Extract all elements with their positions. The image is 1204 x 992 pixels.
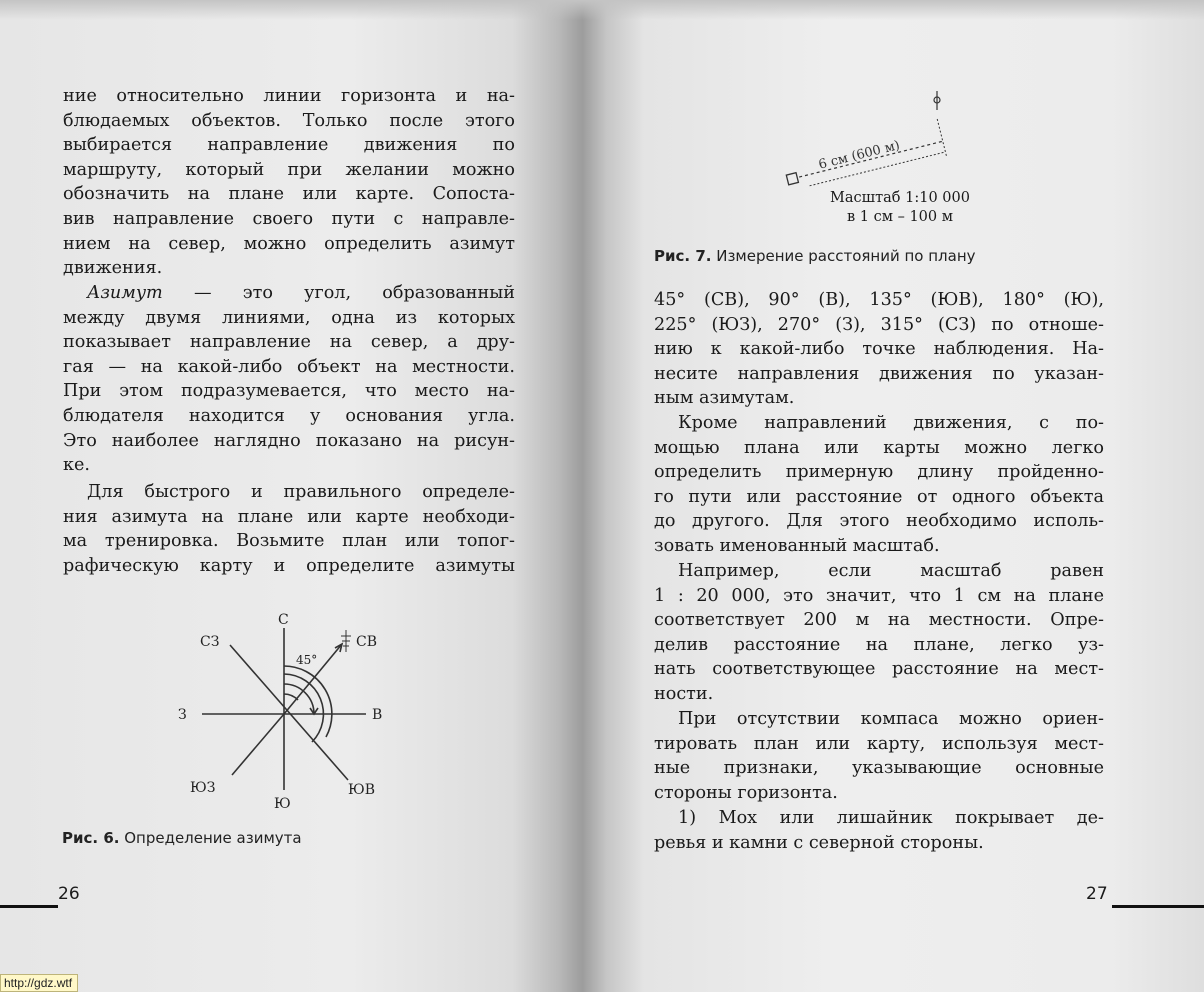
text-line: ния азимута на плане или карте необходи- [63,506,515,527]
angle-arc-outer [284,666,332,737]
text-line: ма тренировка. Возьмите план или топог- [63,531,515,552]
end-point-icon [934,91,940,110]
text-line: нать соответствующее расстояние на мест- [654,659,1104,680]
text-line: Например, если масштаб равен [678,561,1104,581]
nw-se-line [230,645,348,780]
label-west: З [178,707,187,723]
left-page [0,0,582,992]
text-line: ке. [63,455,91,476]
text-line: Для быстрого и правильного определе- [87,482,515,502]
text-line: 225° (ЮЗ), 270° (З), 315° (СЗ) по отноше- [654,314,1104,335]
text-line: стороны горизонта. [654,782,838,803]
text-line: блюдаемых объектов. Только после этого [63,110,515,131]
text-line: ным азимутам. [654,388,795,409]
right-paragraph-5 [654,806,1104,855]
text-line: обозначить на плане или карте. Сопоста- [63,184,515,205]
label-north: С [278,612,289,628]
tree-icon [341,630,351,652]
left-paragraph-3 [63,480,515,578]
text-line: зовать именованный масштаб. [654,535,940,556]
ruler-label: 6 см (600 м) [817,138,902,173]
caption-number: Рис. 6. [62,829,120,847]
scale-ruler-diagram [772,88,972,188]
caption-text: Определение азимута [119,829,302,847]
page-number-right: 27 [1086,884,1108,904]
text-line: гая — на какой-либо объект на местности. [63,356,515,377]
azimuth-diagram [160,600,410,820]
sw-line [232,714,284,775]
page-edge-shadow [582,0,1204,20]
label-southwest: ЮЗ [190,780,216,796]
text-line [63,281,515,306]
ruler-end [937,119,947,158]
right-paragraph-3 [654,559,1104,707]
label-southeast: ЮВ [348,782,375,798]
text-line: мощью плана или карты можно легко [654,437,1104,458]
figure-7-caption [654,247,976,265]
angle-arc-45 [284,694,298,700]
text-line: между двумя линиями, одна из которых [63,307,515,328]
text-line: При этом подразумевается, что место на- [63,381,515,402]
text-fragment: — это угол, образованный [162,283,515,303]
text-line: до другого. Для этого необходимо исполь- [654,511,1104,532]
label-northeast: СВ [356,634,377,650]
caption-number: Рис. 7. [654,247,712,265]
right-paragraph-4 [654,707,1104,805]
text-line: блюдателя находится у основания угла. [63,405,515,426]
page-edge-shadow [0,0,582,20]
text-line: ние относительно линии горизонта и на- [63,86,515,106]
label-angle-45: 45° [296,653,318,667]
text-line: ные признаки, указывающие основные [654,758,1104,779]
text-line: ревья и камни с северной стороны. [654,832,984,853]
text-line: тировать план или карту, используя мест- [654,733,1104,754]
page-number-rule [0,905,58,908]
caption-text: Измерение расстояний по плану [711,247,976,265]
text-line: Кроме направлений движения, с по- [678,413,1104,433]
text-line: выбирается направление движения по [63,135,515,156]
start-point-icon [786,173,798,185]
label-northwest: СЗ [200,634,220,650]
scale-line-1: Масштаб 1:10 000 [830,190,970,206]
text-line: нием на север, можно определить азимут [63,233,515,254]
text-line: ности. [654,683,714,704]
right-page [582,0,1204,992]
page-number-rule [1112,905,1204,908]
figure-6-caption [62,829,302,847]
text-line: несите направления движения по указан- [654,363,1104,384]
text-line: рафическую карту и определите азимуты [63,555,515,576]
right-paragraph-1 [654,288,1104,411]
text-line: го пути или расстояние от одного объекта [654,486,1104,507]
text-line: вив направление своего пути с направле- [63,208,515,229]
watermark-label: http://gdz.wtf [0,974,78,992]
text-line: маршруту, который при желании можно [63,159,515,180]
text-line: 1) Мох или лишайник покрывает де- [678,808,1104,828]
text-line: показывает направление на север, а дру- [63,332,515,353]
text-line: 1 : 20 000, это значит, что 1 см на плане [654,585,1104,606]
text-line: движения. [63,258,163,279]
right-paragraph-2 [654,411,1104,559]
label-east: В [372,707,383,723]
page-number-left: 26 [58,884,80,904]
text-line: определить примерную длину пройденно- [654,462,1104,483]
left-paragraph-1 [63,84,515,281]
scale-line-2: в 1 см – 100 м [846,209,954,225]
text-line: При отсутствии компаса можно ориен- [678,709,1104,729]
text-line: нию к какой-либо точке наблюдения. На- [654,339,1104,360]
term-azimuth: Азимут [87,283,163,303]
text-line: делив расстояние на плане, легко уз- [654,634,1104,655]
label-south: Ю [274,796,291,812]
text-line: соответствует 200 м на местности. Опре- [654,610,1104,631]
text-line: 45° (СВ), 90° (В), 135° (ЮВ), 180° (Ю), [654,290,1104,310]
text-line: Это наиболее наглядно показано на рисун- [63,430,515,451]
azimuth-definition [63,281,515,478]
scale-caption [814,189,986,227]
